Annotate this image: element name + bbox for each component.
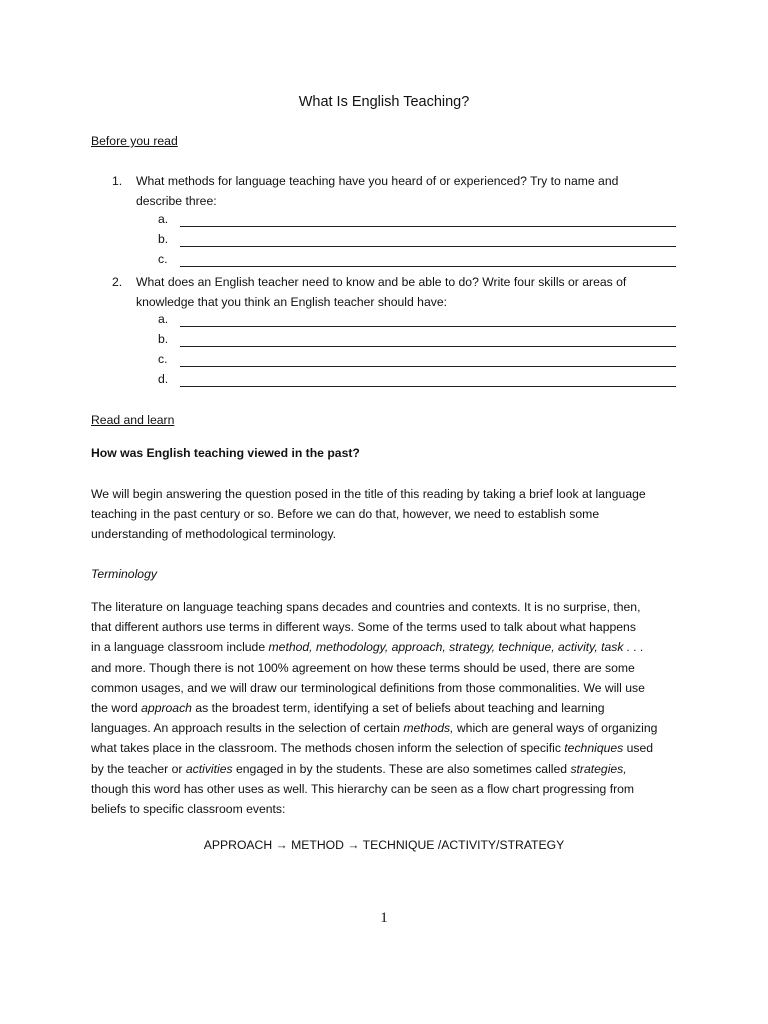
body-line: by the teacher or activities engaged in by the students. These are also sometimes called strategies, xyxy=(91,761,627,776)
body-line: though this word has other uses as well. This hierarchy can be seen as a flow chart progressing from xyxy=(91,781,635,796)
intro-line: teaching in the past century or so. Before we can do that, however, we need to establish some xyxy=(91,507,600,522)
intro-line: We will begin answering the question posed in the title of this reading by taking a brief look at language xyxy=(91,487,646,501)
intro-line: understanding of methodological terminology. xyxy=(91,527,337,542)
question-1-line-1: What methods for language teaching have you heard of or experienced? Try to name and xyxy=(136,174,619,188)
question-1-number: 1. xyxy=(112,174,123,188)
body-line: common usages, and we will draw our terminological definitions from those commonalities. We will use xyxy=(91,680,645,695)
page-number: 1 xyxy=(380,910,388,926)
question-2-line-1: What does an English teacher need to know and be able to do? Write four skills or areas of xyxy=(136,275,627,289)
before-you-read-heading: Before you read xyxy=(91,134,178,148)
terminology-paragraph xyxy=(91,597,681,819)
question-2-number: 2. xyxy=(112,275,123,289)
question-2-line-2: knowledge that you think an English teacher should have: xyxy=(136,295,447,309)
body-line: that different authors use terms in different ways. Some of the terms used to talk about what happens xyxy=(91,620,636,635)
section-question-heading: How was English teaching viewed in the past? xyxy=(91,446,360,460)
intro-paragraph xyxy=(91,484,681,545)
read-and-learn-heading: Read and learn xyxy=(91,413,175,427)
body-line: what takes place in the classroom. The methods chosen inform the selection of specific techniques used xyxy=(91,741,654,756)
hierarchy-flow: APPROACH → METHOD → TECHNIQUE /ACTIVITY/STRATEGY xyxy=(203,838,565,852)
terminology-heading: Terminology xyxy=(91,567,157,581)
body-line: languages. An approach results in the selection of certain methods, which are general ways of organizing xyxy=(91,721,658,736)
body-line: The literature on language teaching spans decades and countries and contexts. It is no surprise, then, xyxy=(91,600,641,614)
body-line: and more. Though there is not 100% agreement on how these terms should be used, there are some xyxy=(91,660,635,675)
body-line: in a language classroom include method, methodology, approach, strategy, technique, activity, task . . . xyxy=(91,640,644,655)
page-title: What Is English Teaching? xyxy=(298,94,470,110)
body-line: beliefs to specific classroom events: xyxy=(91,802,286,817)
question-1-line-2: describe three: xyxy=(136,194,217,208)
body-line: the word approach as the broadest term, identifying a set of beliefs about teaching and learning xyxy=(91,701,605,716)
